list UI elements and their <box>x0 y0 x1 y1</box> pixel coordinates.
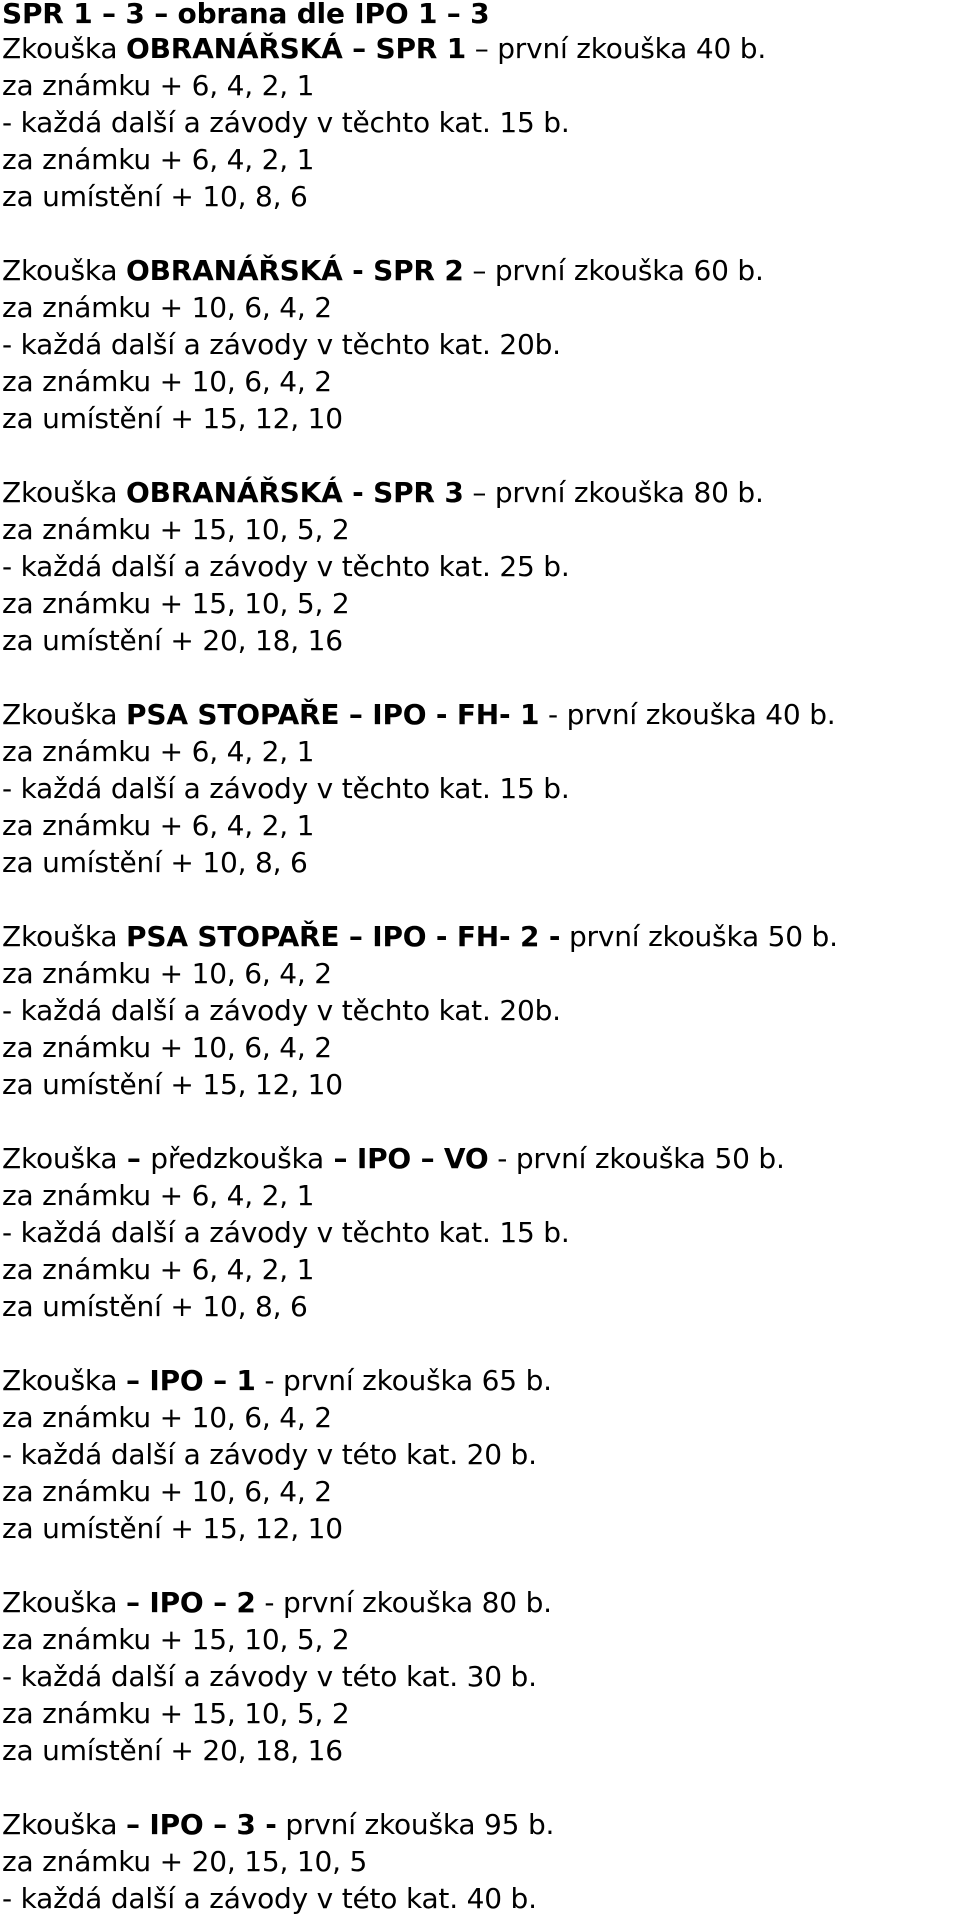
line-segment: Zkouška <box>2 1808 127 1841</box>
doc-line: za umístění + 10, 8, 6 <box>2 180 308 213</box>
doc-line: za známku + 10, 6, 4, 2 <box>2 1475 332 1508</box>
doc-line: - každá další a závody v těchto kat. 15 b. <box>2 1216 570 1249</box>
line-segment: první zkouška 50 b. <box>560 920 838 953</box>
doc-line: za umístění + 20, 18, 16 <box>2 624 343 657</box>
doc-line: za umístění + 10, 8, 6 <box>2 846 308 879</box>
line-segment-bold: OBRANÁŘSKÁ - SPR 3 <box>126 476 464 509</box>
line-segment-bold: – IPO – VO <box>324 1142 489 1175</box>
line-segment: Zkouška <box>2 1586 127 1619</box>
doc-line <box>2 255 764 287</box>
line-segment: - první zkouška 65 b. <box>255 1364 552 1397</box>
doc-line: za známku + 10, 6, 4, 2 <box>2 1401 332 1434</box>
line-segment: - první zkouška 80 b. <box>255 1586 552 1619</box>
doc-line: - každá další a závody v těchto kat. 20b. <box>2 328 561 361</box>
line-segment: - první zkouška 50 b. <box>488 1142 785 1175</box>
line-segment-bold: – IPO – 1 <box>126 1364 256 1397</box>
line-segment: Zkouška <box>2 1364 127 1397</box>
doc-line: za známku + 10, 6, 4, 2 <box>2 1031 332 1064</box>
doc-line: za známku + 20, 15, 10, 5 <box>2 1845 368 1878</box>
line-segment: – první zkouška 80 b. <box>463 476 764 509</box>
line-segment-bold: – <box>117 1142 151 1175</box>
doc-line: - každá další a závody v této kat. 30 b. <box>2 1660 537 1693</box>
line-segment: první zkouška 95 b. <box>276 1808 555 1841</box>
line-segment-bold: OBRANÁŘSKÁ – SPR 1 <box>126 32 466 65</box>
doc-line: za umístění + 10, 8, 6 <box>2 1290 308 1323</box>
doc-line <box>2 33 766 65</box>
line-segment: Zkouška <box>2 920 127 953</box>
line-segment: Zkouška <box>2 698 127 731</box>
doc-line: - každá další a závody v těchto kat. 15 b. <box>2 106 570 139</box>
doc-line: za známku + 15, 10, 5, 2 <box>2 587 350 620</box>
line-segment: – první zkouška 40 b. <box>466 32 767 65</box>
doc-line: za umístění + 20, 18, 16 <box>2 1734 343 1767</box>
doc-line <box>2 921 838 953</box>
line-segment-bold: PSA STOPAŘE – IPO - FH- 1 <box>126 698 540 731</box>
doc-line: za známku + 15, 10, 5, 2 <box>2 513 350 546</box>
line-segment: předzkouška <box>150 1142 324 1175</box>
doc-line: za známku + 6, 4, 2, 1 <box>2 69 315 102</box>
doc-line: za známku + 10, 6, 4, 2 <box>2 365 332 398</box>
line-segment: - první zkouška 40 b. <box>539 698 836 731</box>
doc-line: - každá další a závody v této kat. 40 b. <box>2 1882 537 1915</box>
line-segment: Zkouška <box>2 32 127 65</box>
doc-line: za známku + 15, 10, 5, 2 <box>2 1623 350 1656</box>
doc-line: za známku + 6, 4, 2, 1 <box>2 1179 315 1212</box>
doc-line <box>2 1143 785 1175</box>
doc-line: za známku + 15, 10, 5, 2 <box>2 1697 350 1730</box>
doc-line <box>2 1809 554 1841</box>
doc-line <box>2 1587 552 1619</box>
doc-line: za známku + 10, 6, 4, 2 <box>2 291 332 324</box>
line-segment-bold: OBRANÁŘSKÁ - SPR 2 <box>126 254 464 287</box>
doc-line: za umístění + 15, 12, 10 <box>2 1512 343 1545</box>
line-segment-bold: – IPO – 3 - <box>126 1808 277 1841</box>
line-segment: Zkouška <box>2 254 127 287</box>
doc-line: za umístění + 15, 12, 10 <box>2 402 343 435</box>
doc-line: za známku + 6, 4, 2, 1 <box>2 1253 315 1286</box>
doc-line: za známku + 6, 4, 2, 1 <box>2 735 315 768</box>
document-title: SPR 1 – 3 – obrana dle IPO 1 – 3 <box>2 0 490 30</box>
doc-line <box>2 477 764 509</box>
line-segment-bold: – IPO – 2 <box>126 1586 256 1619</box>
doc-line: - každá další a závody v těchto kat. 25 b. <box>2 550 570 583</box>
doc-line <box>2 699 835 731</box>
doc-line <box>2 1365 552 1397</box>
line-segment: Zkouška <box>2 1142 118 1175</box>
doc-line: - každá další a závody v těchto kat. 15 b. <box>2 772 570 805</box>
doc-line: - každá další a závody v této kat. 20 b. <box>2 1438 537 1471</box>
line-segment-bold: PSA STOPAŘE – IPO - FH- 2 - <box>126 920 561 953</box>
line-segment: Zkouška <box>2 476 127 509</box>
doc-line: - každá další a závody v těchto kat. 20b. <box>2 994 561 1027</box>
doc-line: za známku + 6, 4, 2, 1 <box>2 143 315 176</box>
doc-line: za umístění + 15, 12, 10 <box>2 1068 343 1101</box>
doc-line: za známku + 6, 4, 2, 1 <box>2 809 315 842</box>
line-segment: – první zkouška 60 b. <box>463 254 764 287</box>
doc-line: za známku + 10, 6, 4, 2 <box>2 957 332 990</box>
